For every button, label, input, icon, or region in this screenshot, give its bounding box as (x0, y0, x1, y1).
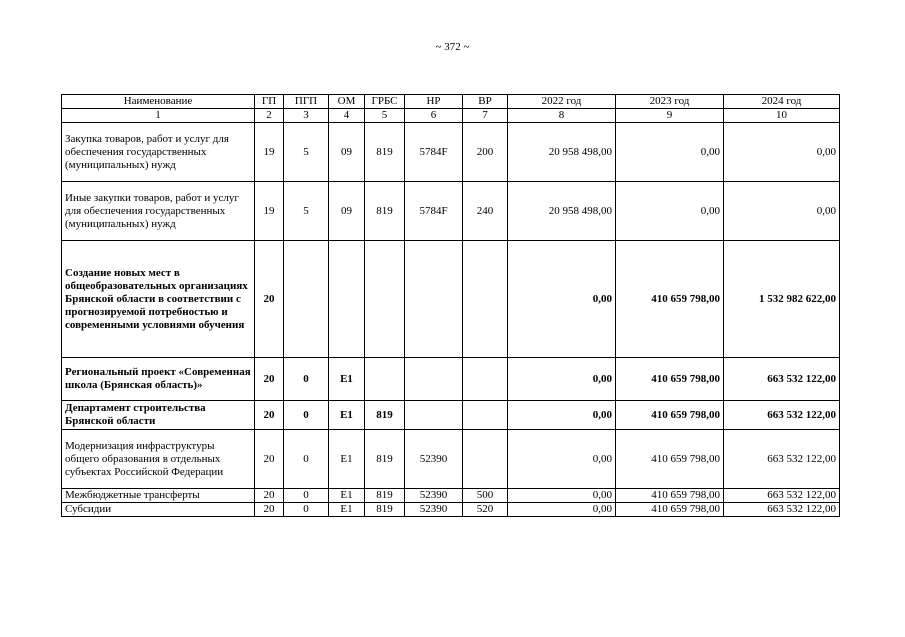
table-row (62, 182, 840, 241)
row-name: Создание новых мест в общеобразовательных организациях Брянской области в соответствии с прогнозируемой потребностью и современными условиями обучения (62, 241, 255, 358)
row-gp: 19 (255, 182, 284, 241)
row-pgp: 0 (284, 489, 329, 503)
row-gp: 20 (255, 358, 284, 401)
column-number: 9 (616, 109, 724, 123)
table-row (62, 123, 840, 182)
row-pgp: 5 (284, 182, 329, 241)
row-nr: 52390 (405, 503, 463, 517)
row-vr: 200 (463, 123, 508, 182)
row-gp: 20 (255, 401, 284, 430)
budget-table (61, 94, 840, 517)
row-om: E1 (329, 401, 365, 430)
row-2022: 20 958 498,00 (508, 182, 616, 241)
column-number: 5 (365, 109, 405, 123)
page-number: ~ 372 ~ (435, 41, 470, 53)
row-grbs: 819 (365, 489, 405, 503)
row-vr (463, 401, 508, 430)
row-pgp: 5 (284, 123, 329, 182)
row-vr (463, 430, 508, 489)
row-name: Иные закупки товаров, работ и услуг для обеспечения государственных (муниципальных) нужд (62, 182, 255, 241)
row-2023: 410 659 798,00 (616, 489, 724, 503)
row-2024: 663 532 122,00 (724, 430, 840, 489)
header-row (62, 95, 840, 109)
row-name: Региональный проект «Современная школа (Брянская область)» (62, 358, 255, 401)
row-2022: 0,00 (508, 489, 616, 503)
row-2022: 0,00 (508, 401, 616, 430)
row-2023: 410 659 798,00 (616, 241, 724, 358)
row-2023: 410 659 798,00 (616, 358, 724, 401)
row-vr: 500 (463, 489, 508, 503)
header-2024: 2024 год (724, 95, 840, 109)
row-2024: 663 532 122,00 (724, 489, 840, 503)
column-number: 2 (255, 109, 284, 123)
row-om: 09 (329, 182, 365, 241)
row-vr (463, 358, 508, 401)
row-name: Межбюджетные трансферты (62, 489, 255, 503)
row-nr (405, 358, 463, 401)
row-pgp (284, 241, 329, 358)
column-number: 8 (508, 109, 616, 123)
row-pgp: 0 (284, 430, 329, 489)
row-2023: 410 659 798,00 (616, 401, 724, 430)
row-nr: 52390 (405, 430, 463, 489)
header-gp: ГП (255, 95, 284, 109)
row-name: Субсидии (62, 503, 255, 517)
column-number: 3 (284, 109, 329, 123)
header-pgp: ПГП (284, 95, 329, 109)
row-nr (405, 241, 463, 358)
row-gp: 20 (255, 503, 284, 517)
row-vr: 520 (463, 503, 508, 517)
row-gp: 20 (255, 241, 284, 358)
table-row (62, 489, 840, 503)
row-2024: 0,00 (724, 123, 840, 182)
row-nr: 5784F (405, 123, 463, 182)
row-2022: 0,00 (508, 241, 616, 358)
row-2024: 663 532 122,00 (724, 503, 840, 517)
row-pgp: 0 (284, 401, 329, 430)
row-grbs: 819 (365, 430, 405, 489)
column-number: 7 (463, 109, 508, 123)
row-2022: 0,00 (508, 503, 616, 517)
row-nr (405, 401, 463, 430)
row-2024: 663 532 122,00 (724, 401, 840, 430)
header-2022: 2022 год (508, 95, 616, 109)
row-2022: 0,00 (508, 358, 616, 401)
header-vr: ВР (463, 95, 508, 109)
row-2024: 1 532 982 622,00 (724, 241, 840, 358)
row-om: E1 (329, 489, 365, 503)
table-row (62, 241, 840, 358)
row-gp: 20 (255, 430, 284, 489)
row-pgp: 0 (284, 503, 329, 517)
table-row (62, 358, 840, 401)
row-grbs: 819 (365, 182, 405, 241)
row-2022: 0,00 (508, 430, 616, 489)
row-gp: 20 (255, 489, 284, 503)
column-number: 6 (405, 109, 463, 123)
row-2023: 410 659 798,00 (616, 503, 724, 517)
row-grbs: 819 (365, 401, 405, 430)
row-om: 09 (329, 123, 365, 182)
row-name: Закупка товаров, работ и услуг для обеспечения государственных (муниципальных) нужд (62, 123, 255, 182)
header-2023: 2023 год (616, 95, 724, 109)
header-name: Наименование (62, 95, 255, 109)
row-nr: 5784F (405, 182, 463, 241)
row-om: E1 (329, 358, 365, 401)
row-2023: 410 659 798,00 (616, 430, 724, 489)
row-om: E1 (329, 430, 365, 489)
row-vr (463, 241, 508, 358)
column-number: 10 (724, 109, 840, 123)
row-vr: 240 (463, 182, 508, 241)
column-number: 1 (62, 109, 255, 123)
row-2023: 0,00 (616, 182, 724, 241)
row-nr: 52390 (405, 489, 463, 503)
table-row (62, 503, 840, 517)
row-2024: 0,00 (724, 182, 840, 241)
column-number: 4 (329, 109, 365, 123)
row-2023: 0,00 (616, 123, 724, 182)
row-name: Модернизация инфраструктуры общего образования в отдельных субъектах Российской Федерации (62, 430, 255, 489)
row-grbs (365, 241, 405, 358)
header-nr: НР (405, 95, 463, 109)
row-grbs (365, 358, 405, 401)
row-2022: 20 958 498,00 (508, 123, 616, 182)
column-number-row (62, 109, 840, 123)
row-gp: 19 (255, 123, 284, 182)
table-row (62, 430, 840, 489)
row-pgp: 0 (284, 358, 329, 401)
row-name: Департамент строительства Брянской области (62, 401, 255, 430)
header-grbs: ГРБС (365, 95, 405, 109)
header-om: ОМ (329, 95, 365, 109)
row-om (329, 241, 365, 358)
row-om: E1 (329, 503, 365, 517)
row-grbs: 819 (365, 503, 405, 517)
table-row (62, 401, 840, 430)
row-2024: 663 532 122,00 (724, 358, 840, 401)
row-grbs: 819 (365, 123, 405, 182)
